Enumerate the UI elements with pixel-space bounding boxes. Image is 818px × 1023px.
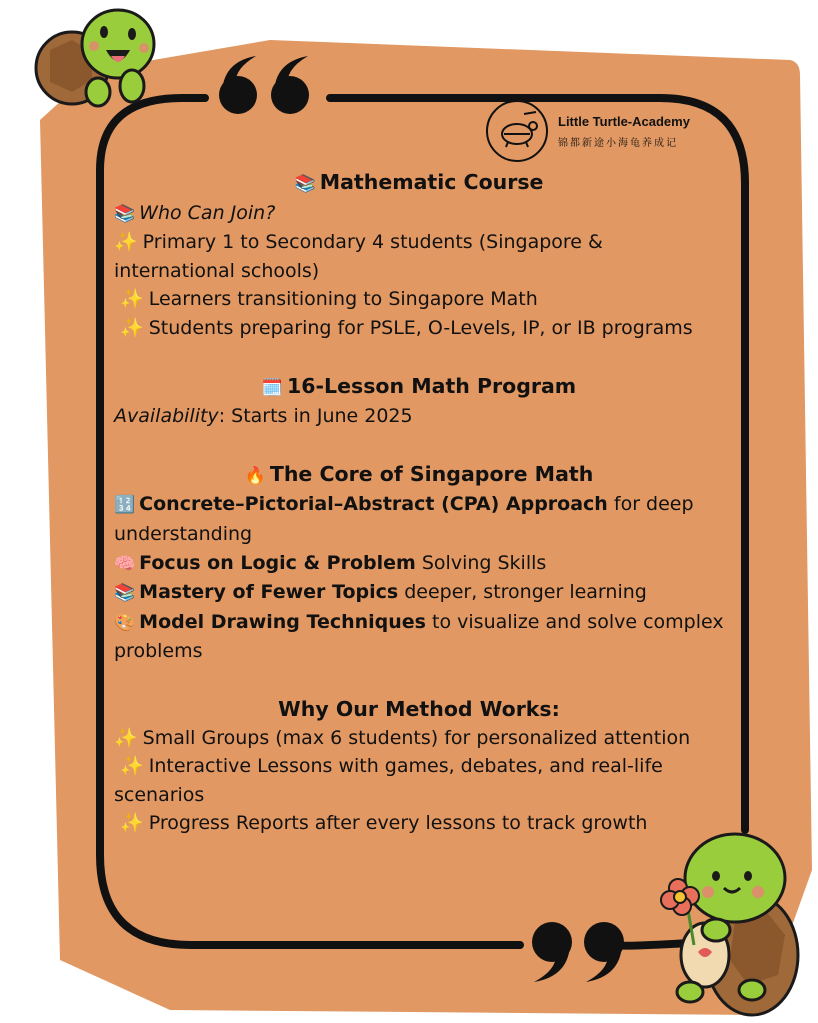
books-icon: 📚 [114,203,136,224]
sparkle-icon: ✨ [114,726,138,749]
program-title: 16-Lesson Math Program [286,373,577,398]
list-item [114,724,724,753]
who-title: Who Can Join? [139,201,276,224]
sparkle-icon: ✨ [120,288,144,311]
sparkle-icon: ✨ [120,316,144,339]
list-item [114,608,724,666]
who-heading [114,199,724,229]
availability-label: Availability [114,405,219,428]
sparkle-icon: ✨ [120,812,144,835]
course-title: Mathematic Course [319,170,544,194]
core-title: The Core of Singapore Math [269,461,594,486]
books-icon: 📚 [294,174,316,194]
core-item-4-bold: Model Drawing Techniques [139,610,426,633]
why-item-1: Small Groups (max 6 students) for personalized attention [142,726,691,749]
logo-name: Little Turtle-Academy [558,114,690,129]
palette-icon: 🎨 [114,612,136,633]
list-item [114,752,724,809]
flyer-content [114,168,724,838]
calendar-icon: 🗓️ [261,377,283,398]
logo-subtitle: 锦都新途小海龟养成记 [558,138,678,149]
numbers-icon: 🔢 [114,495,136,516]
list-item [114,578,724,608]
core-item-3-bold: Mastery of Fewer Topics [139,581,399,604]
fire-icon: 🔥 [244,465,266,486]
core-item-3-rest: deeper, stronger learning [398,581,647,604]
who-item-2: Learners transitioning to Singapore Math [148,288,538,311]
list-item [114,285,724,314]
list-item [114,490,724,548]
brain-icon: 🧠 [114,553,136,574]
core-item-2-rest: Solving Skills [415,551,547,574]
who-item-1: Primary 1 to Secondary 4 students (Singapore & international schools) [114,231,603,282]
core-item-1-bold: Concrete–Pictorial–Abstract (CPA) Approach [139,493,608,516]
availability-line [114,402,724,431]
course-heading [114,168,724,199]
books-icon: 📚 [114,583,136,604]
list-item [114,314,724,343]
turtle-logo-icon [486,100,548,162]
core-item-1-rest: for deep understanding [114,493,694,545]
sparkle-icon: ✨ [114,231,138,254]
program-heading [114,372,724,403]
sparkle-icon: ✨ [120,755,144,778]
list-item [114,228,724,285]
availability-value: : Starts in June 2025 [218,405,413,428]
why-item-2: Interactive Lessons with games, debates, and real-life scenarios [114,755,663,806]
core-item-4-rest: to visualize and solve complex problems [114,610,724,663]
core-heading [114,460,724,491]
turtle-top-left-icon [36,10,154,106]
who-item-3: Students preparing for PSLE, O-Levels, IP, or IB programs [148,316,693,339]
list-item [114,809,724,838]
academy-logo [486,100,716,166]
list-item [114,549,724,579]
core-item-2-bold: Focus on Logic & Problem [139,551,416,574]
why-title: Why Our Method Works: [278,696,560,721]
why-item-3: Progress Reports after every lessons to track growth [148,812,648,835]
